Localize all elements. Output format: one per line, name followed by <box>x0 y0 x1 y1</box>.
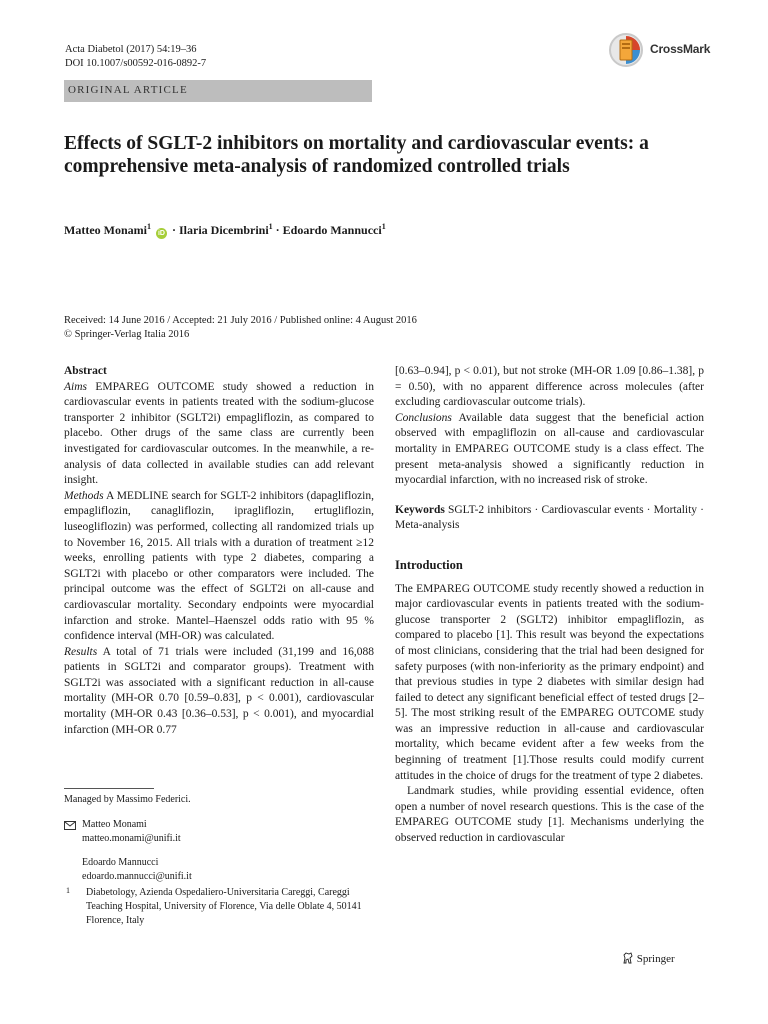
intro-paragraph-1: The EMPAREG OUTCOME study recently showed a reduction in major cardiovascular events in patients treated with the sodium-glucose transporter 2 (SGLT2) inhibitor empagliflozin, as compared to placebo [1]. This result was beyond the expectations of most clinicians, considering that the trial had been designed for safety purposes (with non-inferiority as the primary endpoint) and that previous studies in type 2 diabetes with similar design had failed to detect any significant beneficial effect of tested drugs [2–5]. The most striking result of the EMPAREG OUTCOME study was an impressive reduction in all-cause and cardiovascular mortality, which became evident after a few weeks from the beginning of treatment [1].Those results could modify current attitudes in the choice of drugs for the treatment of type 2 diabetes. <box>395 582 704 782</box>
aims-label: Aims <box>64 380 87 393</box>
keywords-text: SGLT-2 inhibitors · Cardiovascular events · Mortality · Meta-analysis <box>395 503 704 532</box>
author-affiliation: 1 <box>146 222 151 231</box>
affiliation-text: Diabetology, Azienda Ospedaliero-Universitaria Careggi, Careggi Teaching Hospital, University of Florence, Via delle Oblate 4, 50141 Florence, Italy <box>86 887 362 926</box>
article-type-banner <box>64 80 372 102</box>
conclusions-label: Conclusions <box>395 411 452 424</box>
affiliation-number: 1 <box>66 886 70 895</box>
journal-header <box>65 43 206 71</box>
methods-text: A MEDLINE search for SGLT-2 inhibitors (dapagliflozin, empagliflozin, canagliflozin, ipragliflozin, ertugliflozin, luseogliflozin) was performed, collecting all randomized trials up to November 16, 2015. All trials with a duration of treatment ≥12 weeks, enrolling patients with type 2 diabetes, comparing a SGLT2i with placebo or other comparators were included. The principal outcome was the effect of SGLT2i on all-cause and cardiovascular mortality. Secondary endpoints were myocardial infarction and stroke. Mantel–Haenszel odds ratio with 95 % confidence interval (MH-OR) was calculated. <box>64 489 374 643</box>
crossmark-label: CrossMark <box>650 42 711 56</box>
affiliation-footnote <box>64 886 384 928</box>
keywords-label: Keywords <box>395 503 445 516</box>
abstract-column <box>64 364 374 738</box>
envelope-icon <box>64 821 76 830</box>
abstract-results <box>64 645 374 739</box>
journal-citation: Acta Diabetol (2017) 54:19–36 <box>65 44 197 55</box>
author-affiliation: 1 <box>268 222 273 231</box>
results-text: A total of 71 trials were included (31,199 and 16,088 patients in SGLT2i and comparator groups). Treatment with SGLT2i was associated with a significant reduction in all-cause mortality (MH-OR 0.70 [0.59–0.83], p < 0.001), cardiovascular mortality (MH-OR 0.43 [0.36–0.53], p < 0.001), and myocardial infarction (MH-OR 0.77 <box>64 645 374 736</box>
contact-email[interactable]: matteo.monami@unifi.it <box>82 833 181 844</box>
correspondence <box>64 818 384 884</box>
author-affiliation: 1 <box>381 222 386 231</box>
author-list: Matteo Monami$^1$ iD · Ilaria Dicembrini$^1$ · Edoardo Mannucci$^1$ <box>64 222 386 237</box>
keywords <box>395 503 704 534</box>
methods-label: Methods <box>64 489 104 502</box>
author-name[interactable]: Ilaria Dicembrini <box>179 223 269 237</box>
author-name[interactable]: Matteo Monami <box>64 223 147 237</box>
conclusions-text: Available data suggest that the beneficial action observed with empagliflozin on all-cause and cardiovascular mortality in EMPAREG OUTCOME study is a class effect. The present meta-analysis showed a significantly reduction in myocardial infarction, with no increased risk of stroke. <box>395 411 704 487</box>
history-dates: Received: 14 June 2016 / Accepted: 21 July 2016 / Published online: 4 August 2016 <box>64 315 417 326</box>
crossmark-icon <box>608 32 644 68</box>
publication-dates <box>64 314 417 342</box>
results-continued: [0.63–0.94], p < 0.01), but not stroke (MH-OR 1.09 [0.86–1.38], p = 0.50), with no apparent difference across molecules (after excluding cardiovascular outcome trials). <box>395 365 704 409</box>
contact-email[interactable]: edoardo.mannucci@unifi.it <box>82 871 192 882</box>
managed-by: Managed by Massimo Federici. <box>64 794 191 805</box>
abstract-methods <box>64 489 374 645</box>
abstract-continued <box>395 364 704 847</box>
contact-name: Matteo Monami <box>82 819 147 830</box>
publisher-name: Springer <box>636 953 675 965</box>
contact-name: Edoardo Mannucci <box>82 857 159 868</box>
abstract-aims <box>64 380 374 489</box>
publisher-logo <box>622 952 675 965</box>
footnote-divider <box>64 788 154 789</box>
orcid-icon[interactable]: iD <box>157 230 165 237</box>
copyright: © Springer-Verlag Italia 2016 <box>64 329 190 340</box>
aims-text: EMPAREG OUTCOME study showed a reduction in cardiovascular events in patients treated with the sodium-glucose transporter 2 inhibitor (SGLT2i) empagliflozin, as compared to placebo. Other drugs of the same class are currently been investigated for cardiovascular outcomes. In the meanwhile, a re-analysis of data collected in available studies can add relevant insight. <box>64 380 374 487</box>
doi[interactable]: DOI 10.1007/s00592-016-0892-7 <box>65 58 207 69</box>
abstract-heading: Abstract <box>64 365 107 377</box>
article-type: ORIGINAL ARTICLE <box>68 84 188 96</box>
intro-paragraph-2: Landmark studies, while providing essential evidence, often open a number of novel research questions. This is the case of the EMPAREG OUTCOME study [1]. Mechanisms underlying the observed reduction in cardiovascular <box>395 785 704 845</box>
springer-horse-icon <box>622 952 634 964</box>
results-label: Results <box>64 645 98 658</box>
abstract-conclusions <box>395 411 704 489</box>
introduction-heading: Introduction <box>395 557 463 572</box>
author-name[interactable]: Edoardo Mannucci <box>282 223 382 237</box>
article-title: Effects of SGLT-2 inhibitors on mortality and cardiovascular events: a comprehensive meta-analysis of randomized controlled trials <box>64 133 649 177</box>
crossmark-badge[interactable] <box>608 32 720 68</box>
